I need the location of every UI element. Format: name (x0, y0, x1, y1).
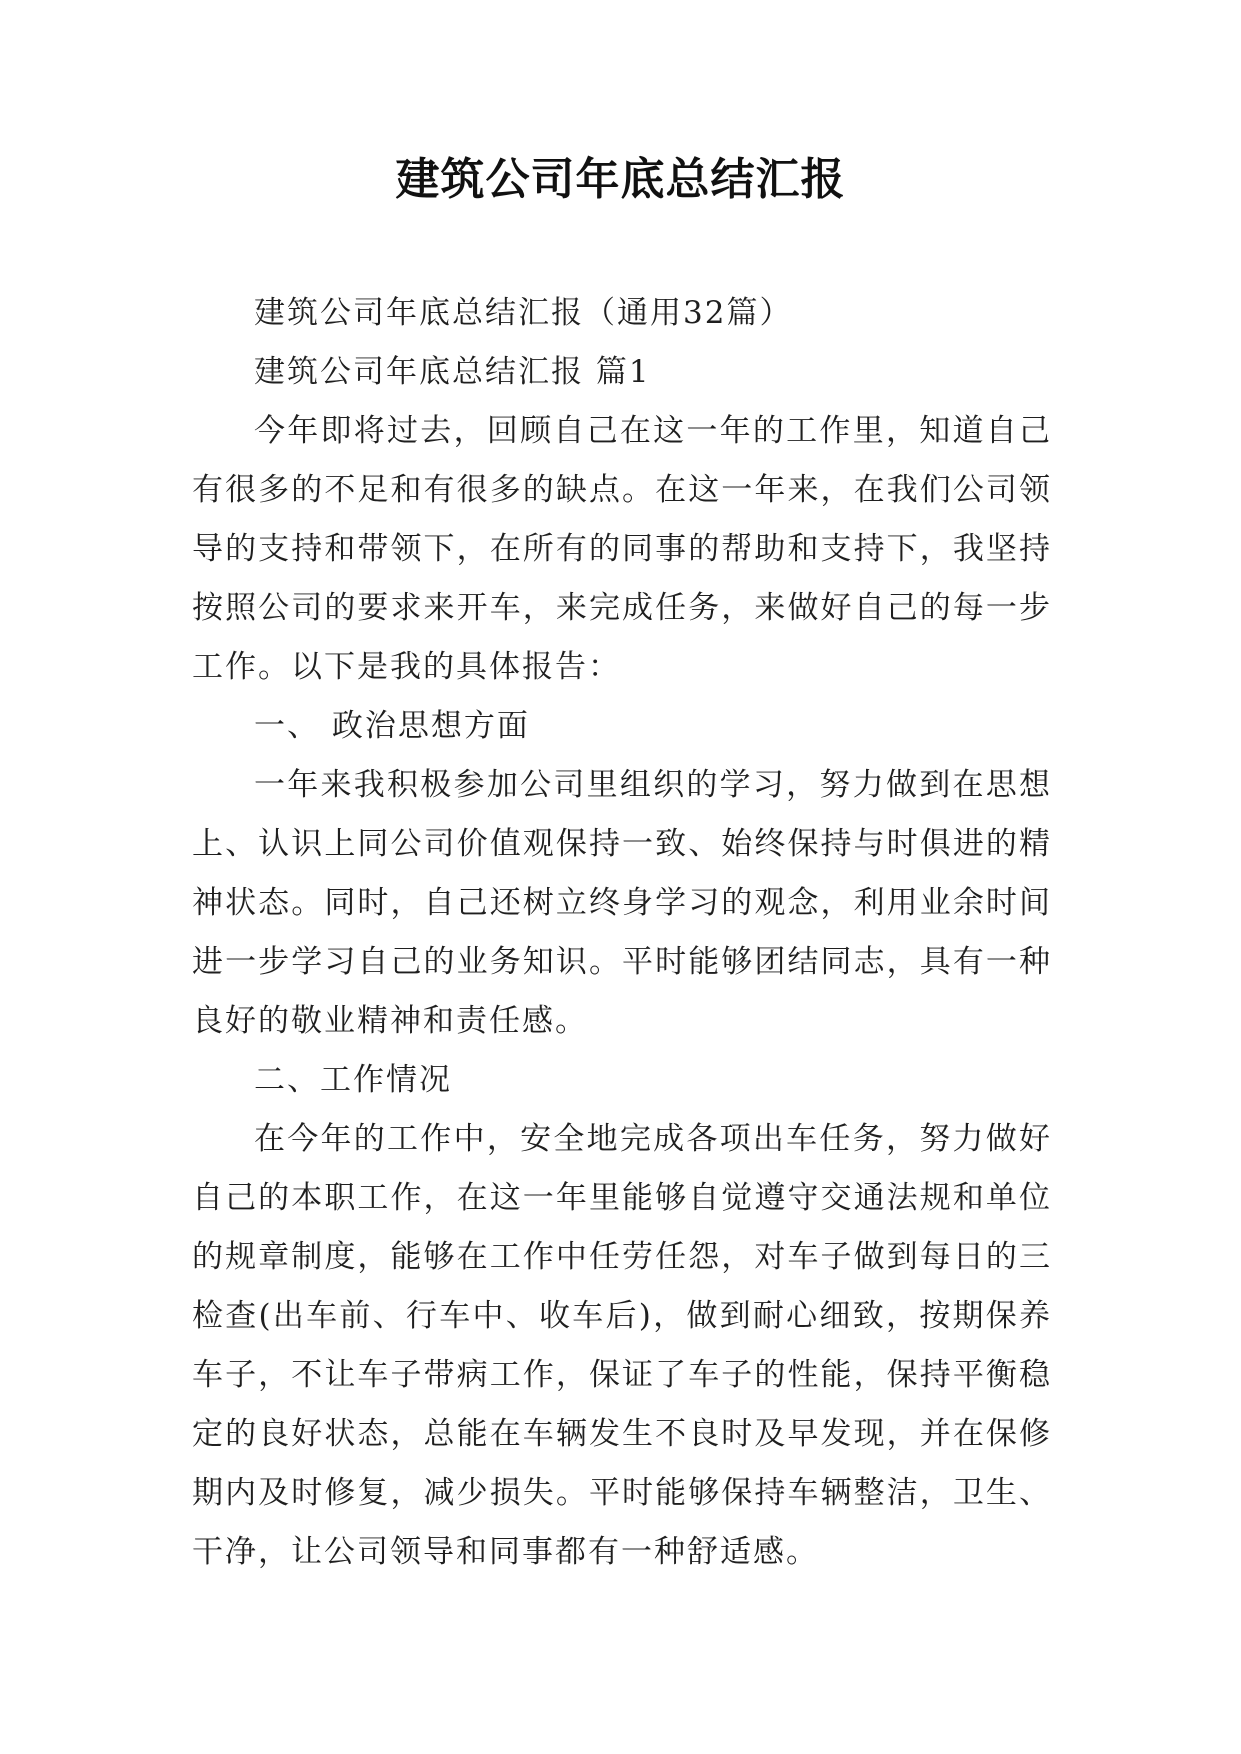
section-heading-part1: 建筑公司年底总结汇报 篇1 (254, 354, 651, 390)
document-title: 建筑公司年底总结汇报 (395, 154, 846, 205)
intro-paragraph: 今年即将过去，回顾自己在这一年的工作里，知道自己有很多的不足和有很多的缺点。在这一年来，在我们公司领导的支持和带领下，在所有的同事的帮助和支持下，我坚持按照公司的要求来开车，来完成任务，来做好自己的每一步工作。以下是我的具体报告： (192, 413, 1052, 685)
heading-political-thought: 一、 政治思想方面 (254, 708, 530, 744)
political-thought-paragraph: 一年来我积极参加公司里组织的学习，努力做到在思想上、认识上同公司价值观保持一致、始终保持与时俱进的精神状态。同时，自己还树立终身学习的观念，利用业余时间进一步学习自己的业务知识。平时能够团结同志，具有一种良好的敬业精神和责任感。 (192, 767, 1052, 1039)
heading-work-situation: 二、工作情况 (254, 1062, 452, 1098)
document-body (192, 284, 1052, 1582)
work-situation-paragraph: 在今年的工作中，安全地完成各项出车任务，努力做好自己的本职工作，在这一年里能够自觉遵守交通法规和单位的规章制度，能够在工作中任劳任怨，对车子做到每日的三检查(出车前、行车中、收车后)，做到耐心细致，按期保养车子，不让车子带病工作，保证了车子的性能，保持平衡稳定的良好状态，总能在车辆发生不良时及早发现，并在保修期内及时修复，减少损失。平时能够保持车辆整洁，卫生、干净，让公司领导和同事都有一种舒适感。 (192, 1121, 1052, 1570)
subtitle-paragraph: 建筑公司年底总结汇报（通用32篇） (254, 295, 793, 331)
